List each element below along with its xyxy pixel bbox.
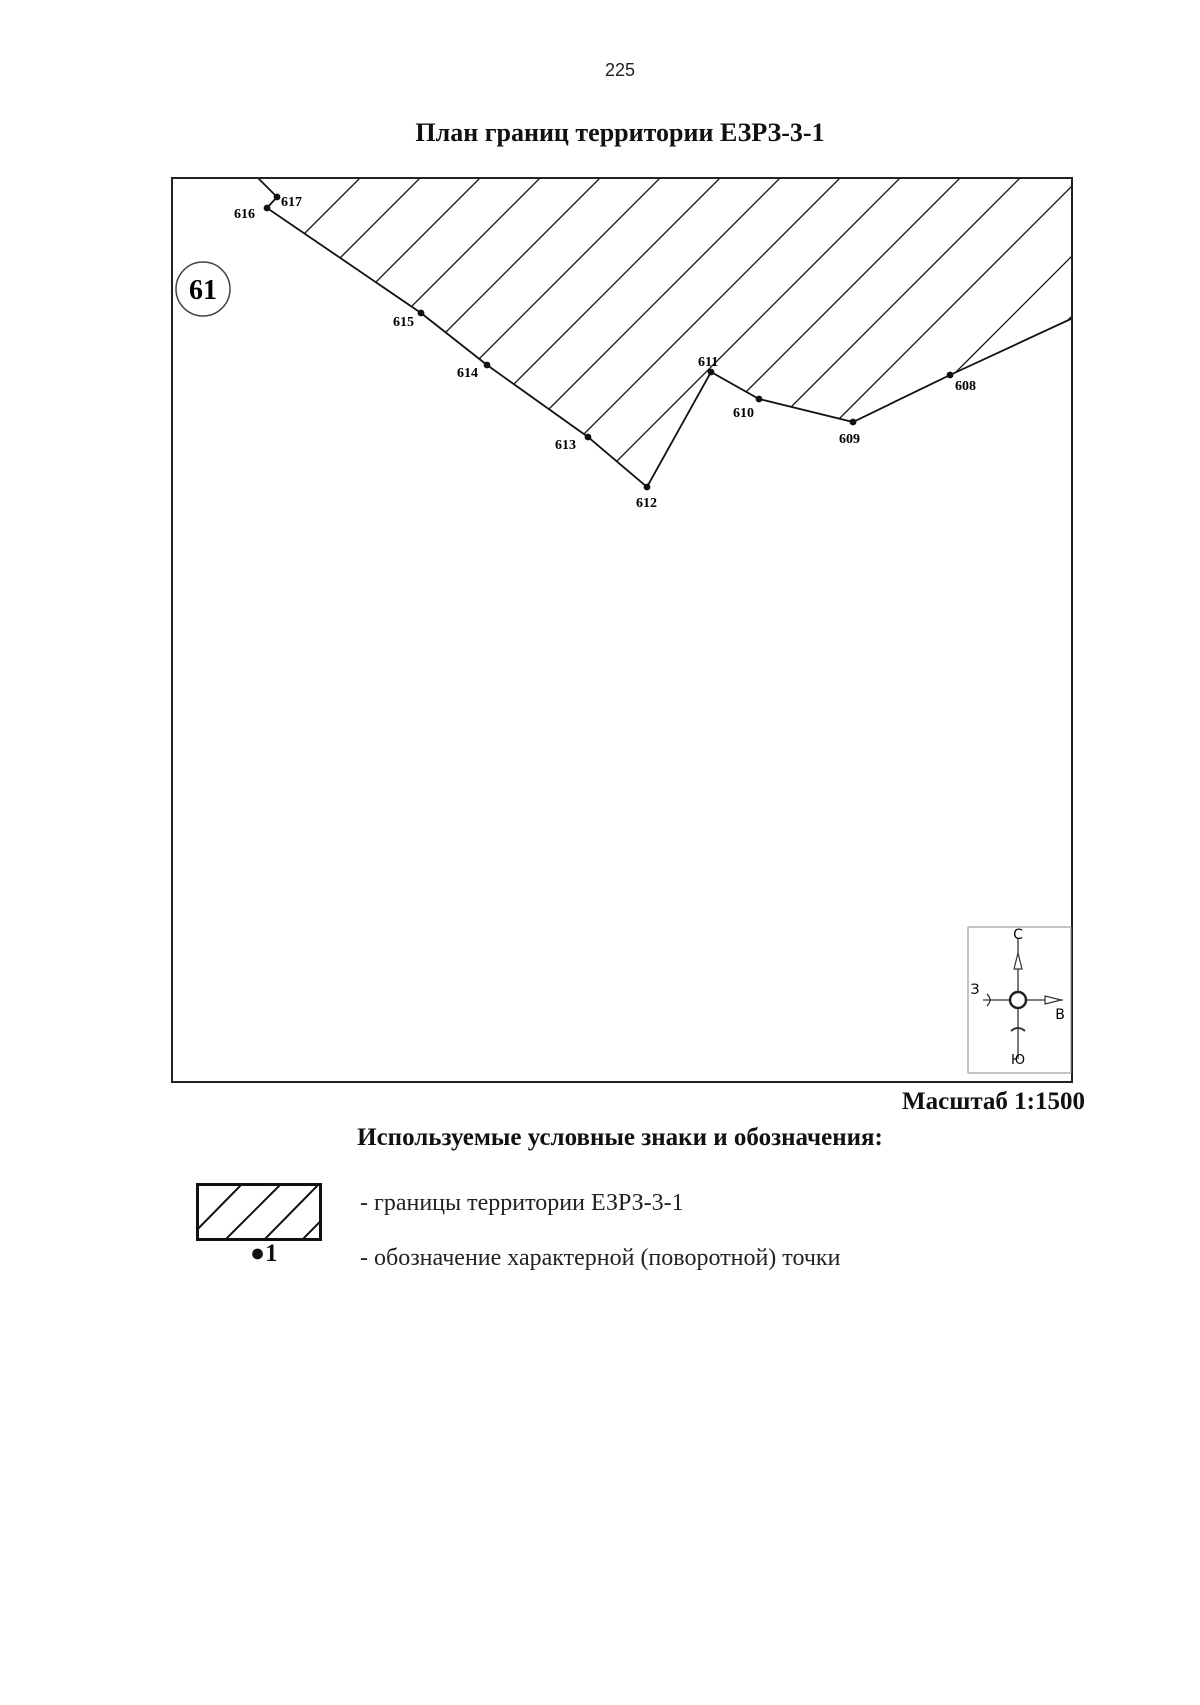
- boundary-point-615: [393, 310, 424, 330]
- compass-north: С: [1013, 927, 1023, 943]
- page-number: 225: [604, 60, 636, 80]
- boundary-point-608: [947, 372, 976, 394]
- legend-item-boundary: - границы территории ЕЗРЗ-3-1: [360, 1190, 684, 1216]
- boundary-point-612: [636, 484, 657, 511]
- compass-west: З: [970, 982, 980, 998]
- legend-point-number: 1: [265, 1240, 278, 1267]
- point-label: 615: [393, 315, 414, 330]
- point-label: 608: [955, 379, 976, 394]
- legend-point-symbol: [250, 1240, 278, 1268]
- point-label: 616: [234, 207, 255, 222]
- compass-south: Ю: [1010, 1053, 1026, 1068]
- sheet-marker: [176, 262, 230, 316]
- boundary-map: [171, 177, 1073, 1083]
- point-dot-icon: ●: [250, 1240, 266, 1267]
- map-frame: [171, 177, 1073, 1083]
- map-border: [172, 178, 1072, 1082]
- scale-label: Масштаб 1:1500: [902, 1088, 1085, 1115]
- sheet-number: 61: [189, 275, 217, 306]
- point-label: 613: [555, 438, 576, 453]
- territory-hatch: [281, 177, 1073, 737]
- boundary-point-609: [839, 419, 860, 447]
- compass-rose: [968, 927, 1071, 1073]
- compass-east: В: [1055, 1007, 1065, 1023]
- boundary-point-617: [274, 194, 302, 210]
- point-label: 614: [457, 366, 478, 381]
- boundary-point-614: [457, 362, 490, 381]
- legend-title: Используемые условные знаки и обозначения:: [357, 1124, 883, 1151]
- boundary-point-613: [555, 434, 591, 453]
- plan-title: План границ территории ЕЗРЗ-3-1: [415, 118, 825, 147]
- boundary-point-611: [698, 355, 718, 375]
- point-label: 609: [839, 432, 860, 447]
- territory-boundary: [257, 177, 1073, 487]
- legend-hatch-swatch: [196, 1183, 322, 1248]
- point-label: 617: [281, 195, 302, 210]
- boundary-point-616: [234, 205, 270, 222]
- point-label: 611: [698, 355, 719, 370]
- legend-item-point: - обозначение характерной (поворотной) точки: [360, 1245, 841, 1271]
- point-label: 612: [636, 496, 657, 511]
- boundary-point-610: [733, 396, 762, 421]
- point-label: 610: [733, 406, 754, 421]
